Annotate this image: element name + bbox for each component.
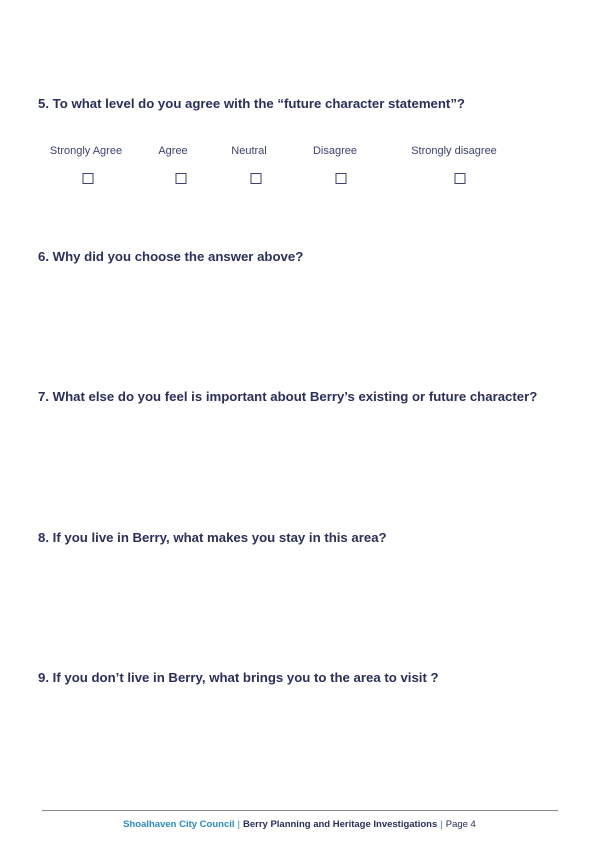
- option-label-strongly-agree: Strongly Agree: [49, 145, 123, 157]
- question-6-heading: 6. Why did you choose the answer above?: [38, 249, 304, 264]
- footer-page-number: Page 4: [445, 819, 476, 830]
- checkbox-neutral[interactable]: [251, 173, 262, 184]
- footer-organization: Shoalhaven City Council: [123, 819, 235, 830]
- page-footer: [0, 819, 599, 830]
- checkbox-strongly-agree[interactable]: [83, 173, 94, 184]
- footer-separator: |: [237, 819, 240, 830]
- option-label-strongly-disagree: Strongly disagree: [411, 145, 497, 157]
- footer-project-title: Berry Planning and Heritage Investigations: [242, 819, 438, 830]
- option-label-agree: Agree: [158, 145, 188, 157]
- checkbox-agree[interactable]: [176, 173, 187, 184]
- checkbox-strongly-disagree[interactable]: [455, 173, 466, 184]
- footer-separator-2: |: [440, 819, 443, 830]
- question-5-heading: 5. To what level do you agree with the “future character statement”?: [38, 96, 465, 111]
- question-9-heading: 9. If you don’t live in Berry, what brings you to the area to visit ?: [38, 670, 439, 685]
- footer-divider: [42, 810, 558, 811]
- option-label-disagree: Disagree: [312, 145, 358, 157]
- question-8-heading: 8. If you live in Berry, what makes you stay in this area?: [38, 530, 387, 545]
- option-label-neutral: Neutral: [231, 145, 267, 157]
- checkbox-disagree[interactable]: [336, 173, 347, 184]
- question-7-heading: 7. What else do you feel is important about Berry’s existing or future character?: [38, 389, 538, 404]
